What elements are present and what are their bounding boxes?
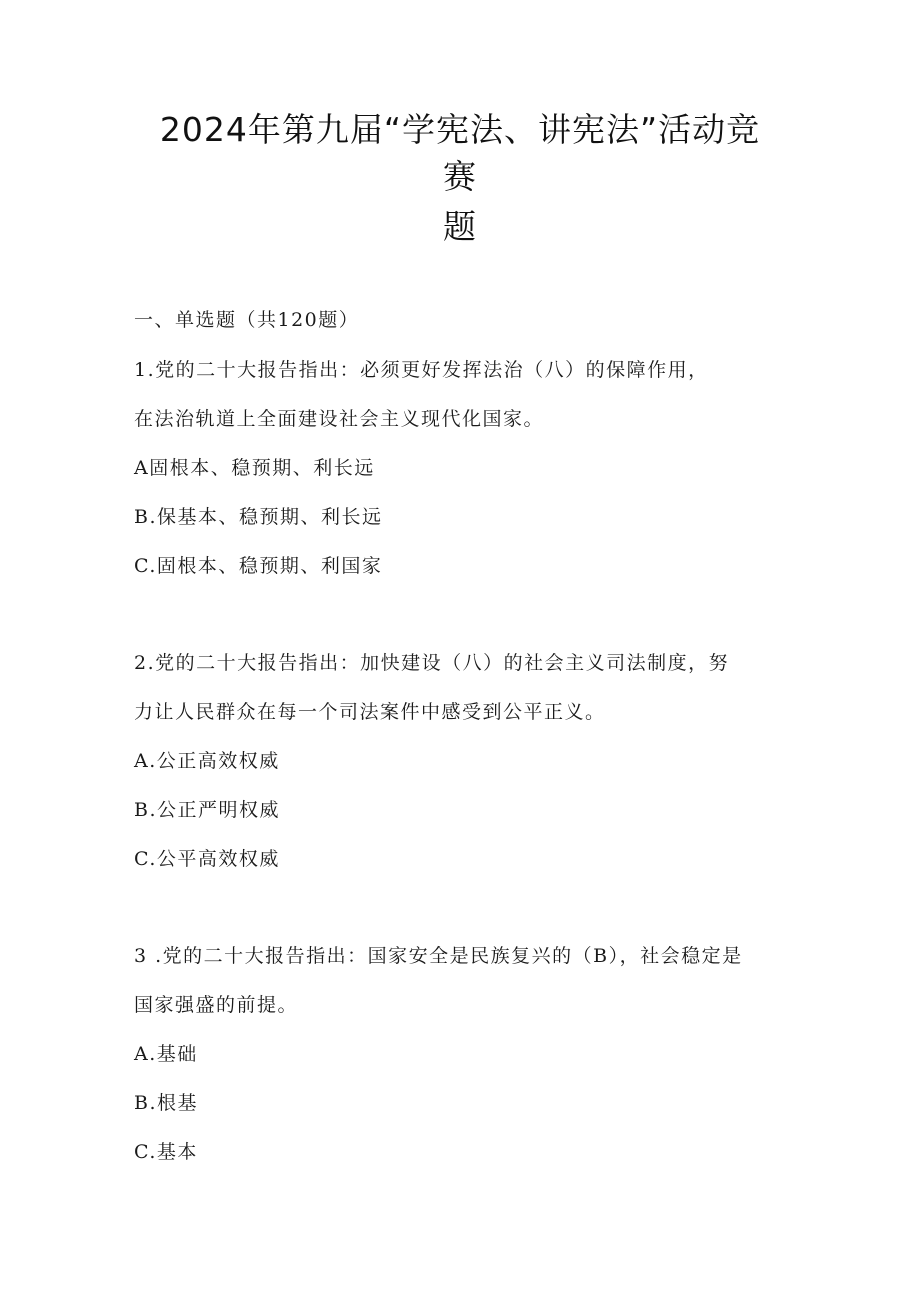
document-title-line-2: 赛 bbox=[443, 157, 477, 196]
question-3-option-b: B.根基 bbox=[134, 1092, 199, 1114]
document-title-line-3: 题 bbox=[443, 207, 477, 246]
question-2-option-a: A.公正高效权威 bbox=[134, 750, 280, 772]
document-title-line-1: 2024年第九届“学宪法、讲宪法”活动竞 bbox=[159, 110, 761, 149]
question-3-option-c: C.基本 bbox=[134, 1141, 198, 1163]
question-1-option-a: A固根本、稳预期、利长远 bbox=[134, 457, 375, 479]
question-2-stem-line-2: 力让人民群众在每一个司法案件中感受到公平正义。 bbox=[134, 701, 606, 723]
question-3-stem-line-1: 3 .党的二十大报告指出：国家安全是民族复兴的（B），社会稳定是 bbox=[134, 945, 743, 967]
question-1-stem-line-2: 在法治轨道上全面建设社会主义现代化国家。 bbox=[134, 408, 545, 430]
question-1-option-b: B.保基本、稳预期、利长远 bbox=[134, 506, 383, 528]
question-2-option-b: B.公正严明权威 bbox=[134, 799, 281, 821]
question-1-option-c: C.固根本、稳预期、利国家 bbox=[134, 555, 383, 577]
question-3-stem-line-2: 国家强盛的前提。 bbox=[134, 994, 299, 1016]
section-heading: 一、单选题（共120题） bbox=[134, 309, 360, 331]
question-2-stem-line-1: 2.党的二十大报告指出：加快建设（八）的社会主义司法制度，努 bbox=[134, 652, 730, 674]
question-3-option-a: A.基础 bbox=[134, 1043, 198, 1065]
question-1-stem-line-1: 1.党的二十大报告指出：必须更好发挥法治（八）的保障作用， bbox=[134, 359, 709, 381]
question-2-option-c: C.公平高效权威 bbox=[134, 848, 280, 870]
